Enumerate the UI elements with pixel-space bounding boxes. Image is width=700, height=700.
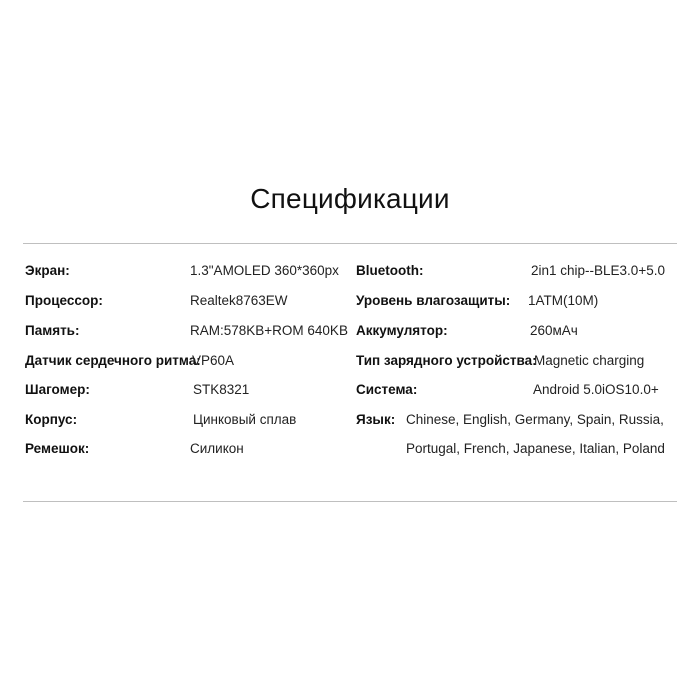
bottom-divider <box>23 501 677 502</box>
spec-value-water: 1ATM(10M) <box>528 293 599 308</box>
spec-label-system: Система: <box>356 382 418 397</box>
spec-label-processor: Процессор: <box>25 293 103 308</box>
spec-value-processor: Realtek8763EW <box>190 293 288 308</box>
spec-value-battery: 260мАч <box>530 323 578 338</box>
spec-label-screen: Экран: <box>25 263 70 278</box>
spec-value-charger: Magnetic charging <box>534 353 645 368</box>
spec-label-memory: Память: <box>25 323 80 338</box>
spec-label-charger: Тип зарядного устройства: <box>356 353 537 368</box>
spec-value-case: Цинковый сплав <box>193 412 297 427</box>
top-divider <box>23 243 677 244</box>
spec-label-battery: Аккумулятор: <box>356 323 448 338</box>
spec-value-heart-rate: VP60A <box>192 353 235 368</box>
spec-label-pedometer: Шагомер: <box>25 382 90 397</box>
spec-value-strap: Силикон <box>190 441 244 456</box>
spec-label-case: Корпус: <box>25 412 78 427</box>
spec-value-bluetooth: 2in1 chip--BLE3.0+5.0 <box>531 263 665 278</box>
spec-value-system: Android 5.0iOS10.0+ <box>533 382 659 397</box>
spec-value-language-line2: Portugal, French, Japanese, Italian, Poland <box>406 441 665 456</box>
spec-label-language: Язык: <box>356 412 396 427</box>
spec-value-pedometer: STK8321 <box>193 382 250 397</box>
spec-label-strap: Ремешок: <box>25 441 90 456</box>
spec-label-heart-rate: Датчик сердечного ритма: <box>25 353 201 368</box>
spec-value-language-line1: Chinese, English, Germany, Spain, Russia, <box>406 412 664 427</box>
spec-value-memory: RAM:578KB+ROM 640KB <box>190 323 348 338</box>
page-title: Спецификации <box>250 183 450 214</box>
spec-value-screen: 1.3"AMOLED 360*360px <box>190 263 339 278</box>
spec-label-bluetooth: Bluetooth: <box>356 263 424 278</box>
spec-label-water: Уровень влагозащиты: <box>356 293 511 308</box>
